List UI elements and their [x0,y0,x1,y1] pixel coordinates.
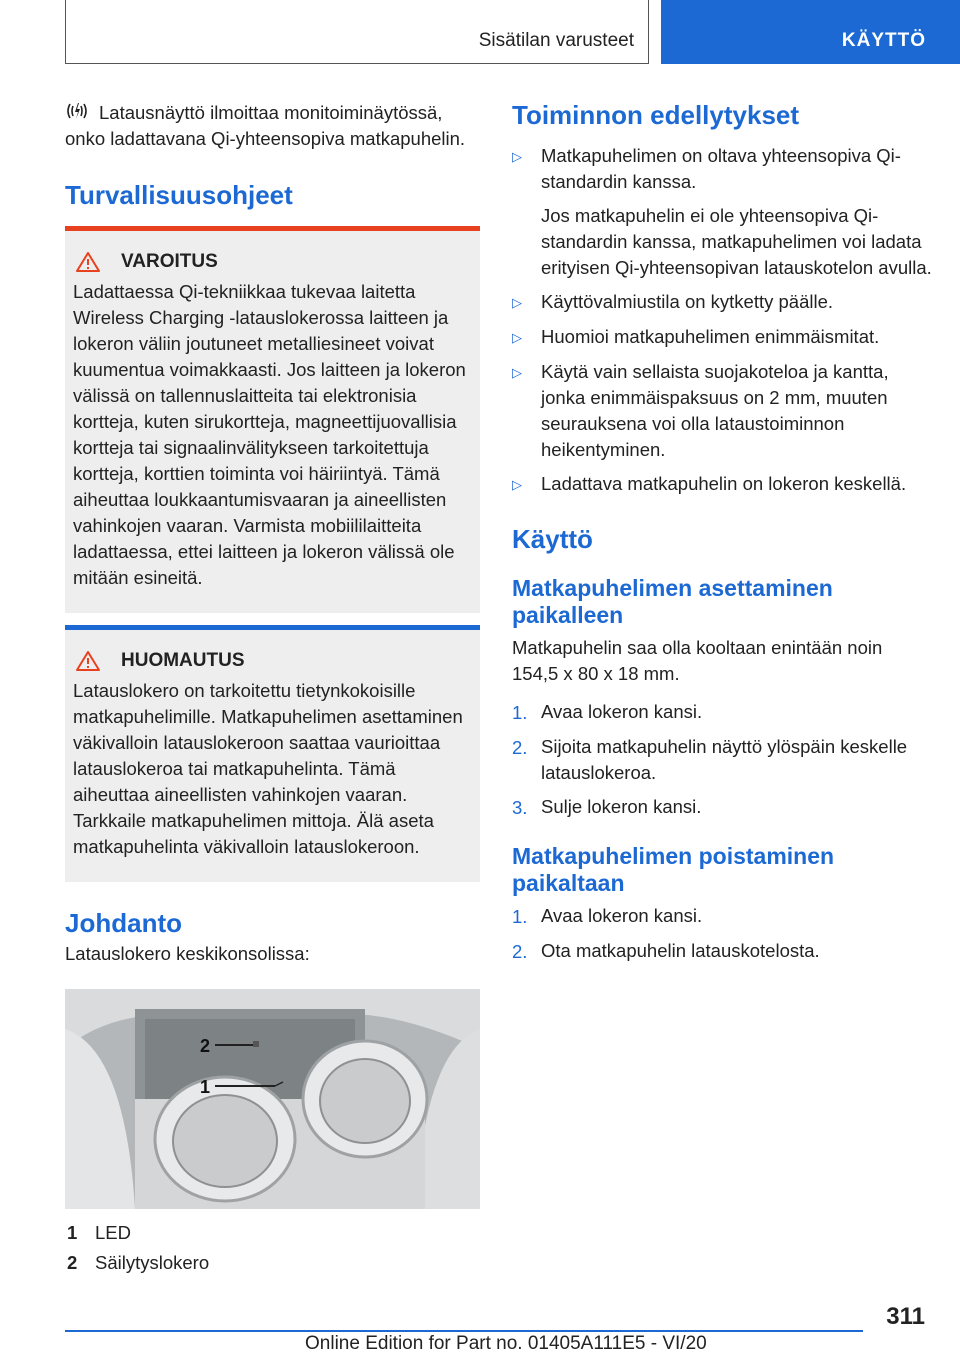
charging-tray-photo [65,989,480,1209]
step-item: 3. Sulje lokeron kansi. [512,796,702,818]
step-item: 2. Sijoita matkapuhelin näyttö ylöspäin keskelle latauslokeroa. [512,736,908,783]
placing-heading: Matkapuhelimen asettaminen paikalleen [512,575,833,628]
triangle-bullet-icon: ▷ [512,295,522,310]
note-title: HUOMAUTUS [121,650,245,671]
figure-legend [67,1218,480,1278]
triangle-bullet-icon: ▷ [512,477,522,492]
left-column [65,100,480,1278]
warning-text: Ladattaessa Qi-tekniikkaa tukevaa laitetta Wireless Charging -latauslokerossa laitteen ja lokeron väliin joutuneet metalliesineet voivat kuumentua voimakkaasti. Jos laitteen ja lokeron välissä on tallennuslaitteita tai elektronisia kortteja, kuten sirukortteja, magneettijuovallisia kortteja tai signaalinvälitykseen tarkoitettuja kortteja, korttien toiminta voi häiriintyä. Tämä aiheuttaa loukkaantumisvaaran ja aineellisten vahinkojen vaaran. Varmista mobiililaitteita ladattaessa, ettei laitteen ja lokeron välissä ole mitään esineitä. [73,281,466,588]
page-number: 311 [886,1303,925,1330]
warning-title: VAROITUS [121,251,218,272]
triangle-bullet-icon: ▷ [512,365,522,380]
footer-divider [65,1330,863,1332]
right-column [512,100,932,973]
placing-description: Matkapuhelin saa olla kooltaan enintään noin 154,5 x 80 x 18 mm. [512,637,883,684]
list-item: ▷ Matkapuhelimen on oltava yhteensopiva Qi-standardin kanssa. Jos matkapuhelin ei ole yhteensopiva Qi-standardin kanssa, matkapuhelimen voi ladata erityisen Qi-yhteensopivan latauskotelon avulla. [512,143,932,281]
edition-info: Online Edition for Part no. 01405A111E5 - VI/20 [305,1333,707,1354]
intro-text: Latausnäyttö ilmoittaa monitoiminäytössä, onko ladattavana Qi-yhteensopiva matkapuhelin. [65,102,466,149]
note-box [65,625,480,882]
triangle-bullet-icon: ▷ [512,330,522,345]
intro-description: Latauslokero keskikonsolissa: [65,943,310,964]
header-chapter-tab [661,0,960,64]
warning-triangle-icon [75,251,101,273]
prerequisites-heading: Toiminnon edellytykset [512,100,800,130]
intro-paragraph [65,100,480,152]
note-triangle-icon [75,650,101,672]
triangle-bullet-icon: ▷ [512,149,522,164]
usage-heading: Käyttö [512,524,593,554]
step-item: 1. Avaa lokeron kansi. [512,701,703,723]
figure-label-2: 2 [200,1036,211,1056]
legend-item: 1 LED [67,1222,131,1243]
step-item: 2. Ota matkapuhelin latauskotelosta. [512,940,820,962]
note-text: Latauslokero on tarkoitettu tietynkokoisille matkapuhelimille. Matkapuhelimen asettaminen väkivalloin latauslokeroon saattaa vaurioittaa latauslokeroa tai matkapuhelinta. Tämä aiheuttaa aineellisten vahinkojen vaaran. Tarkkaile matkapuhelimen mittoja. Älä aseta matkapuhelinta väkivalloin latauslokeroon. [73,680,463,857]
step-item: 1. Avaa lokeron kansi. [512,905,703,927]
legend-item: 2 Säilytyslokero [67,1252,210,1273]
list-item: ▷ Käyttövalmiustila on kytketty päälle. [512,289,932,316]
header-chapter-title: KÄYTTÖ [841,30,926,51]
charging-indicator-icon [65,101,89,121]
intro-heading: Johdanto [65,908,182,938]
warning-box [65,226,480,613]
removing-heading: Matkapuhelimen poistaminen paikaltaan [512,843,835,896]
list-item: ▷ Ladattava matkapuhelin on lokeron keskellä. [512,471,932,498]
header-section-title: Sisätilan varusteet [478,30,634,51]
figure-label-1: 1 [200,1077,211,1097]
header-section-tab [65,0,649,64]
safety-heading: Turvallisuusohjeet [65,180,293,210]
list-item: ▷ Käytä vain sellaista suojakoteloa ja kantta, jonka enimmäispaksuus on 2 mm, muuten seurauksena voi olla lataustoiminnon heikentyminen. [512,359,932,463]
list-item: ▷ Huomioi matkapuhelimen enimmäismitat. [512,324,932,351]
